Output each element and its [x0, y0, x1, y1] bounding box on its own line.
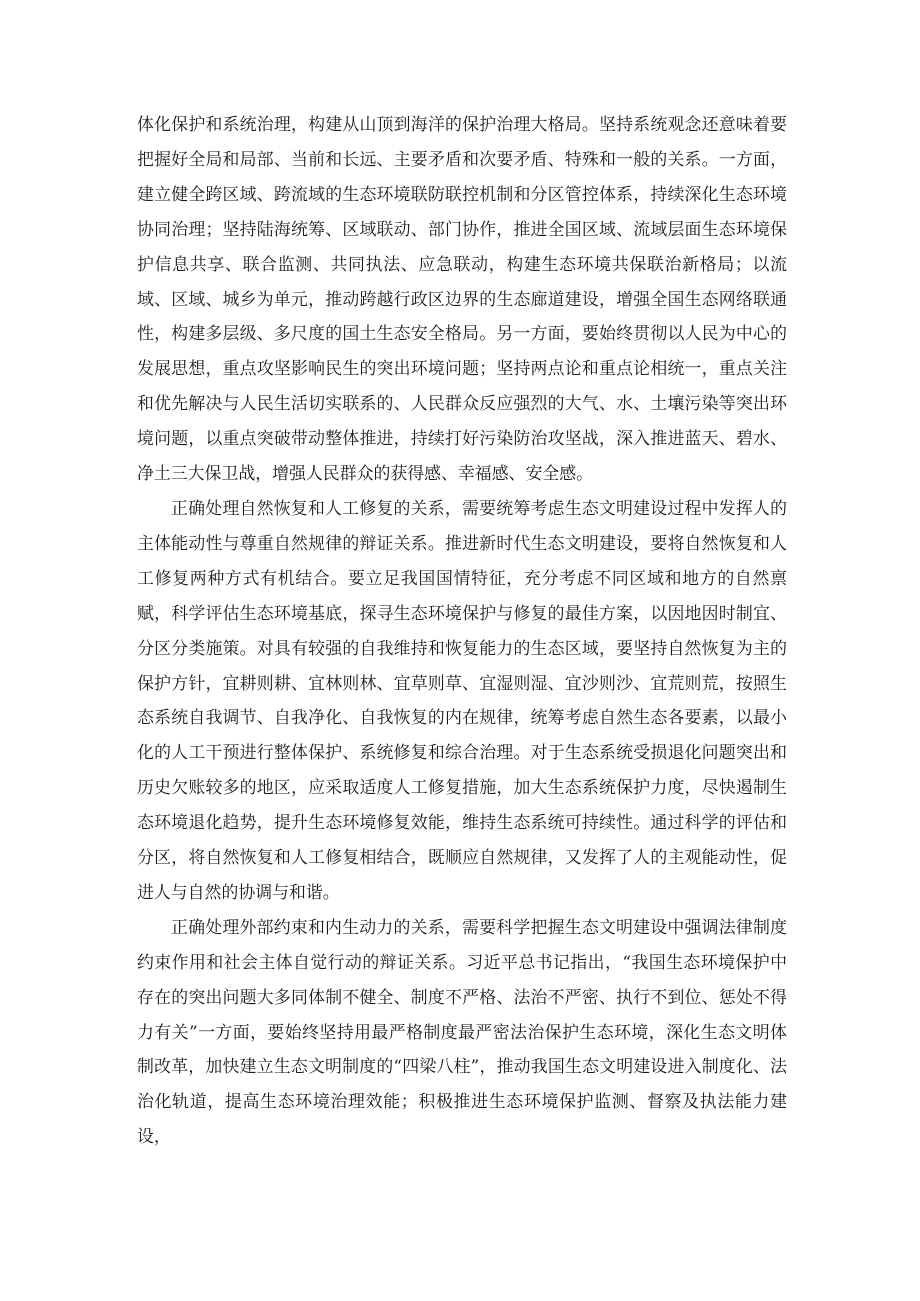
paragraph-2: 正确处理自然恢复和人工修复的关系，需要统筹考虑生态文明建设过程中发挥人的主体能动性与尊重自然规律的辩证关系。推进新时代生态文明建设，要将自然恢复和人工修复两种方式有机结合。要立足我国国情特征，充分考虑不同区域和地方的自然禀赋，科学评估生态环境基底，探寻生态环境保护与修复的最佳方案，以因地因时制宜、分区分类施策。对具有较强的自我维持和恢复能力的生态区域，要坚持自然恢复为主的保护方针，宜耕则耕、宜林则林、宜草则草、宜湿则湿、宜沙则沙、宜荒则荒，按照生态系统自我调节、自我净化、自我恢复的内在规律，统筹考虑自然生态各要素，以最小化的人工干预进行整体保护、系统修复和综合治理。对于生态系统受损退化问题突出和历史欠账较多的地区，应采取适度人工修复措施，加大生态系统保护力度，尽快遏制生态环境退化趋势，提升生态环境修复效能，维持生态系统可持续性。通过科学的评估和分区，将自然恢复和人工修复相结合，既顺应自然规律，又发挥了人的主观能动性，促进人与自然的协调与和谐。 — [137, 497, 787, 902]
paragraph-1: 体化保护和系统治理，构建从山顶到海洋的保护治理大格局。坚持系统观念还意味着要把握好全局和局部、当前和长远、主要矛盾和次要矛盾、特殊和一般的关系。一方面，建立健全跨区域、跨流域的生态环境联防联控机制和分区管控体系，持续深化生态环境协同治理；坚持陆海统筹、区域联动、部门协作，推进全国区域、流域层面生态环境保护信息共享、联合监测、共同执法、应急联动，构建生态环境共保联治新格局；以流域、区域、城乡为单元，推动跨越行政区边界的生态廊道建设，增强全国生态网络联通性，构建多层级、多尺度的国土生态安全格局。另一方面，要始终贯彻以人民为中心的发展思想，重点攻坚影响民生的突出环境问题；坚持两点论和重点论相统一，重点关注和优先解决与人民生活切实联系的、人民群众反应强烈的大气、水、土壤污染等突出环境问题，以重点突破带动整体推进，持续打好污染防治攻坚战，深入推进蓝天、碧水、净土三大保卫战，增强人民群众的获得感、幸福感、安全感。 — [137, 114, 787, 484]
body-text — [137, 107, 787, 1154]
paragraph-3: 正确处理外部约束和内生动力的关系，需要科学把握生态文明建设中强调法律制度约束作用和社会主体自觉行动的辩证关系。习近平总书记指出，“我国生态环境保护中存在的突出问题大多同体制不健全、制度不严格、法治不严密、执行不到位、惩处不得力有关”一方面，要始终坚持用最严格制度最严密法治保护生态环境，深化生态文明体制改革，加快建立生态文明制度的“四梁八柱”，推动我国生态文明建设进入制度化、法治化轨道，提高生态环境治理效能；积极推进生态环境保护监测、督察及执法能力建设， — [137, 916, 787, 1147]
